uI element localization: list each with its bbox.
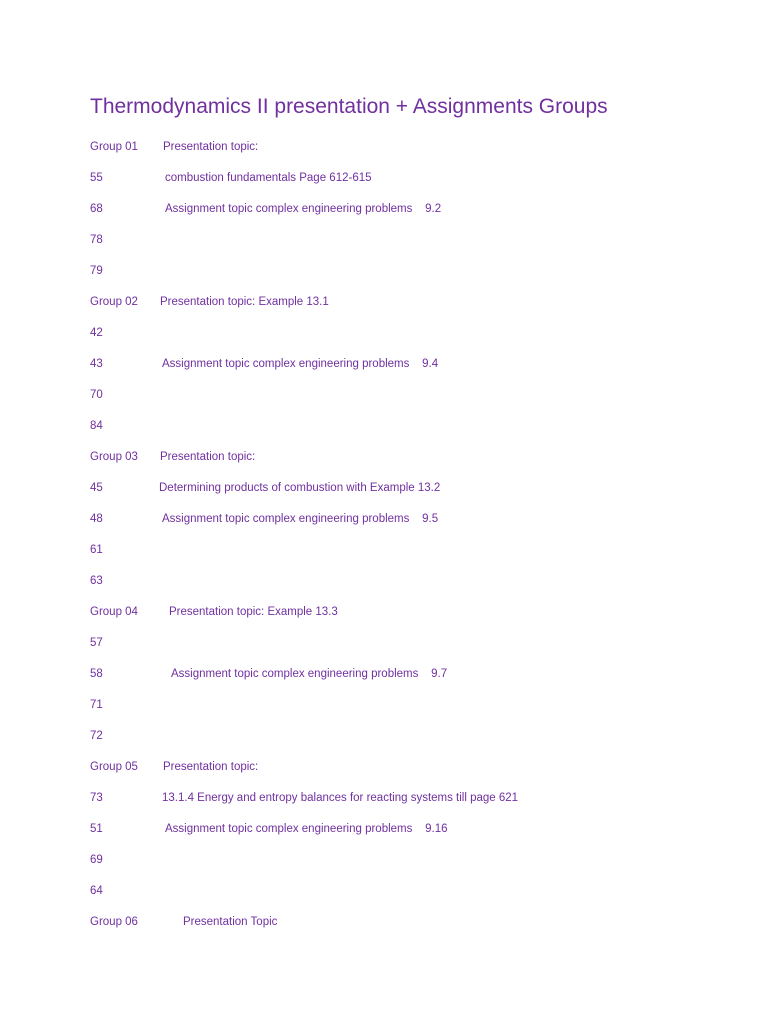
line-text: 13.1.4 Energy and entropy balances for reacting systems till page 621 — [162, 792, 519, 804]
line-text: combustion fundamentals Page 612-615 — [165, 172, 372, 184]
member-number: 43 — [90, 358, 103, 370]
member-number: 68 — [90, 203, 103, 215]
member-number: 51 — [90, 823, 103, 835]
line-text: Assignment topic complex engineering problems 9.2 — [165, 203, 442, 215]
line-text: Presentation topic: — [163, 761, 259, 773]
member-number: 57 — [90, 637, 103, 649]
line-text: Assignment topic complex engineering problems 9.4 — [162, 358, 439, 370]
member-number: 61 — [90, 544, 103, 556]
member-number: 45 — [90, 482, 103, 494]
group-label: Group 03 — [90, 451, 138, 463]
member-number: 64 — [90, 885, 103, 897]
member-number: 55 — [90, 172, 103, 184]
line-text: Assignment topic complex engineering problems 9.16 — [165, 823, 448, 835]
group-label: Group 02 — [90, 296, 138, 308]
member-number: 69 — [90, 854, 103, 866]
group-label: Group 05 — [90, 761, 138, 773]
group-label: Group 04 — [90, 606, 138, 618]
group-label: Group 06 — [90, 916, 138, 928]
member-number: 42 — [90, 327, 103, 339]
member-number: 79 — [90, 265, 103, 277]
member-number: 48 — [90, 513, 103, 525]
line-text: Assignment topic complex engineering problems 9.7 — [171, 668, 448, 680]
line-text: Presentation topic: Example 13.1 — [160, 296, 329, 308]
line-text: Presentation topic: — [160, 451, 256, 463]
group-label: Group 01 — [90, 141, 138, 153]
member-number: 72 — [90, 730, 103, 742]
line-text: Presentation topic: — [163, 141, 259, 153]
member-number: 84 — [90, 420, 103, 432]
member-number: 71 — [90, 699, 103, 711]
member-number: 63 — [90, 575, 103, 587]
member-number: 73 — [90, 792, 103, 804]
line-text: Determining products of combustion with Example 13.2 — [159, 482, 441, 494]
line-text: Assignment topic complex engineering problems 9.5 — [162, 513, 439, 525]
member-number: 78 — [90, 234, 103, 246]
document-title: Thermodynamics II presentation + Assignments Groups — [90, 95, 608, 118]
line-text: Presentation Topic — [183, 916, 278, 928]
member-number: 70 — [90, 389, 103, 401]
member-number: 58 — [90, 668, 103, 680]
line-text: Presentation topic: Example 13.3 — [169, 606, 338, 618]
